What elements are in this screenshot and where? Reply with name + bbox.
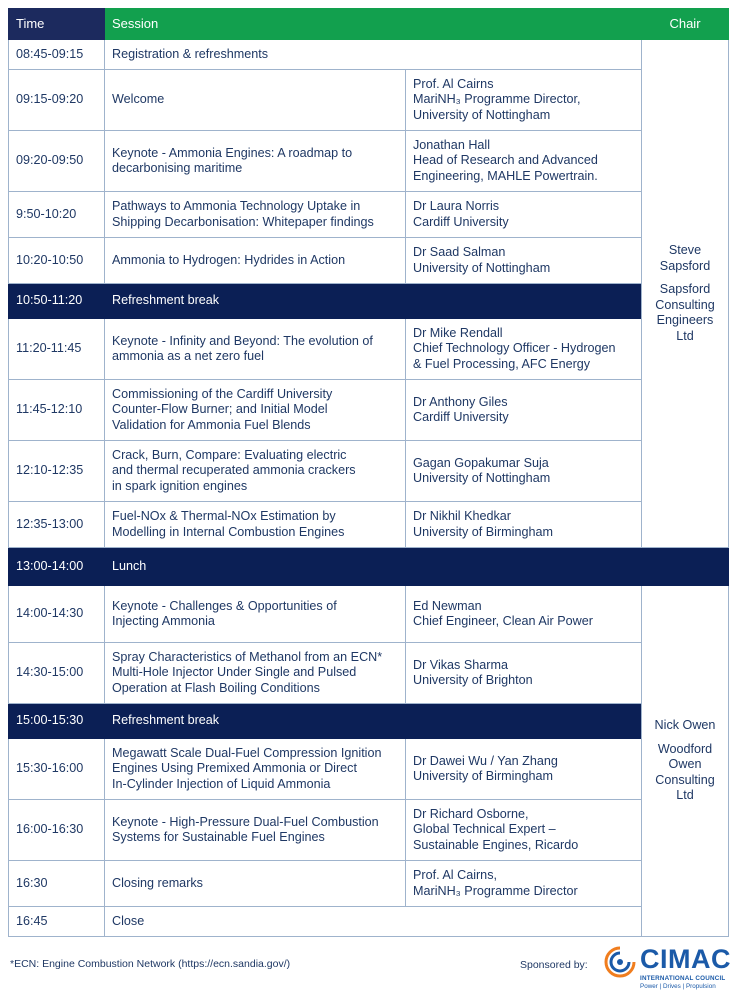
time-cell: 10:20-10:50 <box>9 238 105 284</box>
session-cell: Close <box>105 907 642 937</box>
session-cell: Crack, Burn, Compare: Evaluating electric and thermal recuperated ammonia crackers in spark ignition engines <box>105 441 406 502</box>
sponsor-label: Sponsored by: <box>520 959 588 971</box>
session-cell: Pathways to Ammonia Technology Uptake in Shipping Decarbonisation: Whitepaper findings <box>105 192 406 238</box>
table-row <box>9 319 729 380</box>
speaker-cell: Prof. Al Cairns MariNH₃ Programme Director, University of Nottingham <box>406 70 642 131</box>
table-row <box>9 502 729 548</box>
session-cell: Fuel-NOx & Thermal-NOx Estimation by Modelling in Internal Combustion Engines <box>105 502 406 548</box>
session-cell: Keynote - High-Pressure Dual-Fuel Combustion Systems for Sustainable Fuel Engines <box>105 800 406 861</box>
table-row <box>9 40 729 70</box>
time-cell: 9:50-10:20 <box>9 192 105 238</box>
session-cell: Ammonia to Hydrogen: Hydrides in Action <box>105 238 406 284</box>
session-cell: Keynote - Challenges & Opportunities of Injecting Ammonia <box>105 586 406 643</box>
cimac-emblem-icon <box>602 944 638 990</box>
chair-name: Steve Sapsford <box>659 243 711 273</box>
logo-subtitle: INTERNATIONAL COUNCIL <box>640 975 726 982</box>
session-cell: Spray Characteristics of Methanol from an ECN* Multi-Hole Injector Under Single and Pulsed Operation at Flash Boiling Conditions <box>105 643 406 704</box>
logo-tagline: Power | Drives | Propulsion <box>640 983 716 990</box>
session-cell: Keynote - Ammonia Engines: A roadmap to decarbonising maritime <box>105 131 406 192</box>
time-cell: 16:30 <box>9 861 105 907</box>
break-cell: Refreshment break <box>105 284 642 319</box>
speaker-cell: Dr Mike Rendall Chief Technology Officer - Hydrogen & Fuel Processing, AFC Energy <box>406 319 642 380</box>
speaker-cell: Dr Anthony Giles Cardiff University <box>406 380 642 441</box>
time-cell: 14:00-14:30 <box>9 586 105 643</box>
programme-table <box>8 8 729 937</box>
table-row <box>9 238 729 284</box>
table-row <box>9 907 729 937</box>
time-cell: 14:30-15:00 <box>9 643 105 704</box>
session-cell: Closing remarks <box>105 861 406 907</box>
speaker-cell: Dr Dawei Wu / Yan Zhang University of Birmingham <box>406 739 642 800</box>
speaker-cell: Dr Saad Salman University of Nottingham <box>406 238 642 284</box>
time-cell: 16:45 <box>9 907 105 937</box>
speaker-cell: Gagan Gopakumar Suja University of Nottingham <box>406 441 642 502</box>
chair-name: Nick Owen <box>654 718 716 733</box>
time-cell: 15:00-15:30 <box>9 704 105 739</box>
header-row <box>9 9 729 40</box>
table-row <box>9 643 729 704</box>
time-cell: 12:35-13:00 <box>9 502 105 548</box>
session-cell: Keynote - Infinity and Beyond: The evolution of ammonia as a net zero fuel <box>105 319 406 380</box>
header-session: Session <box>105 9 642 40</box>
table-row <box>9 380 729 441</box>
break-cell: Refreshment break <box>105 704 642 739</box>
break-row <box>9 704 729 739</box>
cimac-logo[interactable] <box>602 944 732 990</box>
table-row <box>9 586 729 643</box>
session-cell: Registration & refreshments <box>105 40 642 70</box>
time-cell: 09:20-09:50 <box>9 131 105 192</box>
speaker-cell: Ed Newman Chief Engineer, Clean Air Power <box>406 586 642 643</box>
break-row <box>9 284 729 319</box>
table-row <box>9 192 729 238</box>
table-row <box>9 131 729 192</box>
time-cell: 16:00-16:30 <box>9 800 105 861</box>
logo-wordmark: CIMAC <box>640 944 731 974</box>
header-time: Time <box>9 9 105 40</box>
table-row <box>9 70 729 131</box>
time-cell: 11:20-11:45 <box>9 319 105 380</box>
time-cell: 15:30-16:00 <box>9 739 105 800</box>
chair-org: Sapsford Consulting Engineers Ltd <box>655 282 715 343</box>
speaker-cell: Jonathan Hall Head of Research and Advanced Engineering, MAHLE Powertrain. <box>406 131 642 192</box>
footnote: *ECN: Engine Combustion Network (https://ecn.sandia.gov/) <box>10 958 291 970</box>
time-cell: 12:10-12:35 <box>9 441 105 502</box>
chair-cell-morning <box>642 40 729 548</box>
speaker-cell: Dr Laura Norris Cardiff University <box>406 192 642 238</box>
table-row <box>9 739 729 800</box>
speaker-cell: Prof. Al Cairns, MariNH₃ Programme Director <box>406 861 642 907</box>
chair-org: Woodford Owen Consulting Ltd <box>655 741 715 803</box>
session-cell: Megawatt Scale Dual-Fuel Compression Ignition Engines Using Premixed Ammonia or Direct In-Cylinder Injection of Liquid Ammonia <box>105 739 406 800</box>
table-row <box>9 861 729 907</box>
table-row <box>9 800 729 861</box>
session-cell: Welcome <box>105 70 406 131</box>
speaker-cell: Dr Nikhil Khedkar University of Birmingham <box>406 502 642 548</box>
break-cell: Lunch <box>105 548 729 586</box>
time-cell: 10:50-11:20 <box>9 284 105 319</box>
time-cell: 09:15-09:20 <box>9 70 105 131</box>
time-cell: 11:45-12:10 <box>9 380 105 441</box>
session-cell: Commissioning of the Cardiff University Counter-Flow Burner; and Initial Model Validation for Ammonia Fuel Blends <box>105 380 406 441</box>
time-cell: 08:45-09:15 <box>9 40 105 70</box>
break-row <box>9 548 729 586</box>
header-chair: Chair <box>642 9 729 40</box>
chair-cell-afternoon <box>642 586 729 937</box>
table-row <box>9 441 729 502</box>
speaker-cell: Dr Richard Osborne, Global Technical Expert – Sustainable Engines, Ricardo <box>406 800 642 861</box>
time-cell: 13:00-14:00 <box>9 548 105 586</box>
speaker-cell: Dr Vikas Sharma University of Brighton <box>406 643 642 704</box>
